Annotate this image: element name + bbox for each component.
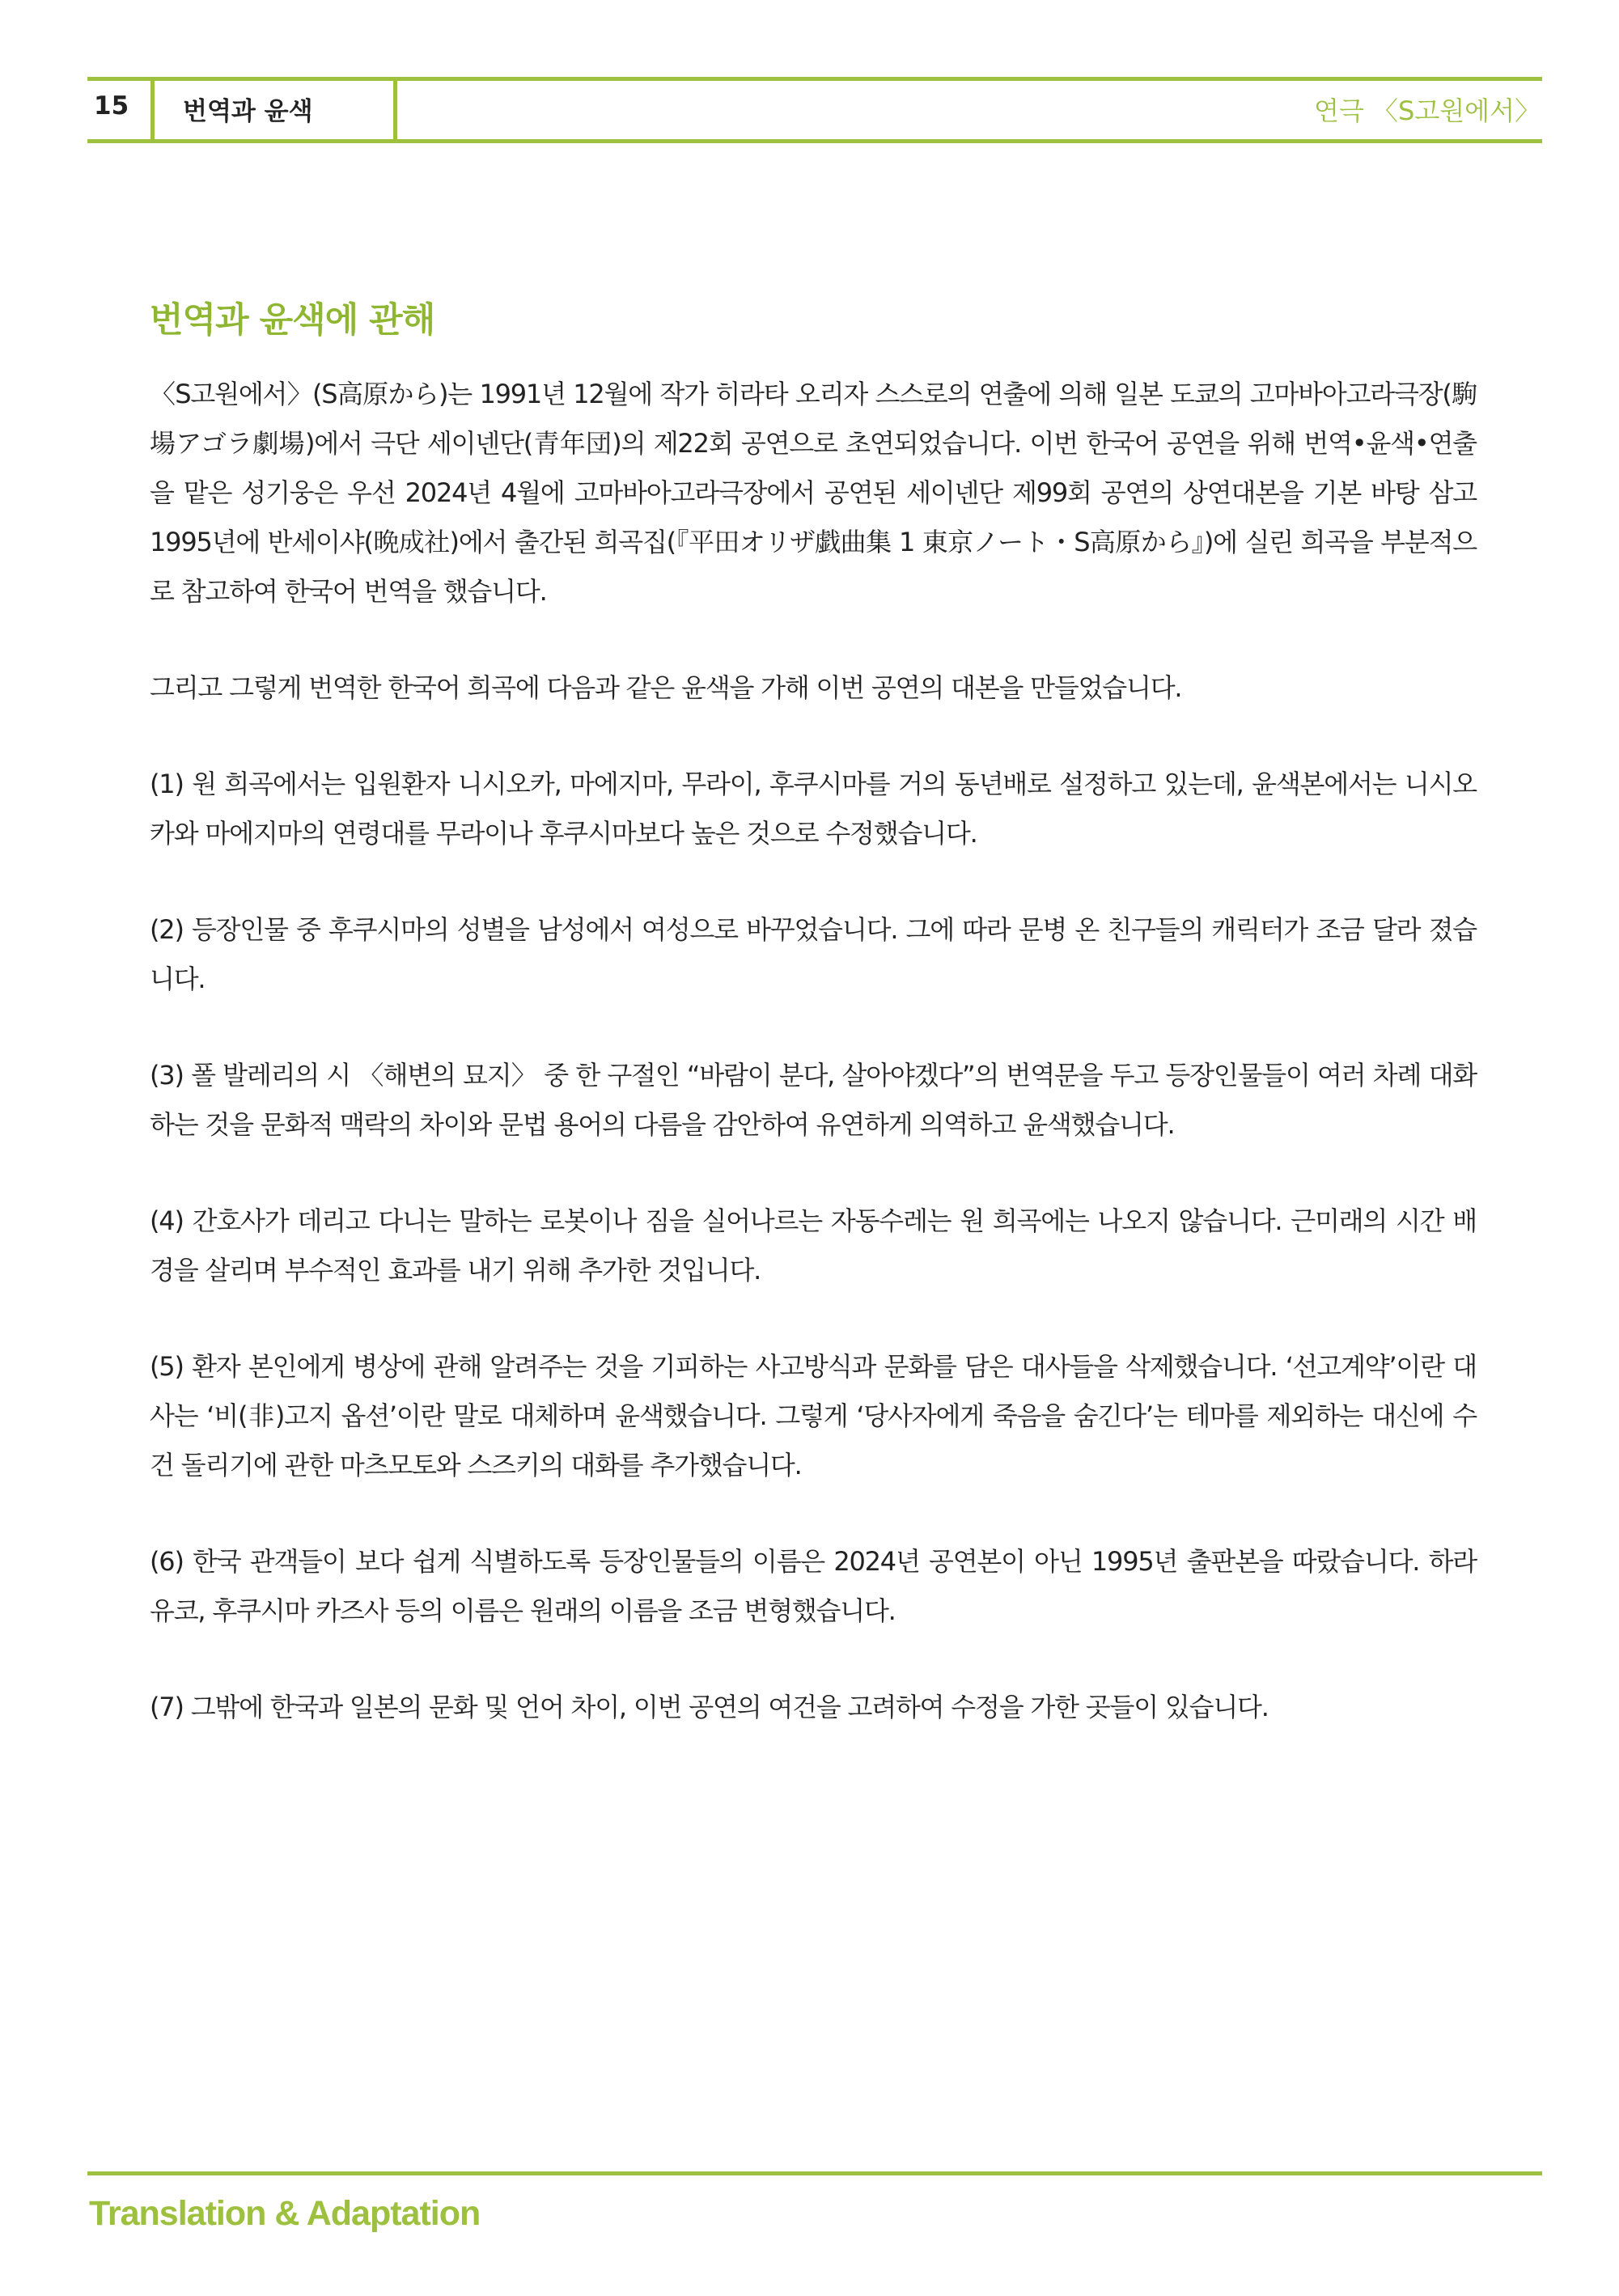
running-title: 연극 〈S고원에서〉 — [1314, 95, 1541, 126]
adaptation-item-1: (1) 원 희곡에서는 입원환자 니시오카, 마에지마, 무라이, 후쿠시마를 거의 동년배로 설정하고 있는데, 윤색본에서는 니시오카와 마에지마의 연령대를 무라이나 후쿠시마보다 높은 것으로 수정했습니다. — [150, 769, 1477, 849]
adaptation-item-2: (2) 등장인물 중 후쿠시마의 성별을 남성에서 여성으로 바꾸었습니다. 그에 따라 문병 온 친구들의 캐릭터가 조금 달라 졌습니다. — [150, 914, 1477, 994]
main-content — [150, 293, 1477, 1779]
adaptation-item-3: (3) 폴 발레리의 시 〈해변의 묘지〉 중 한 구절인 “바람이 분다, 살아야겠다”의 번역문을 두고 등장인물들이 여러 차례 대화하는 것을 문화적 맥락의 차이와 문법 용어의 다름을 감안하여 유연하게 의역하고 윤색했습니다. — [150, 1060, 1477, 1140]
page-header — [87, 77, 1542, 143]
footer-title: Translation & Adaptation — [89, 2194, 481, 2233]
section-heading: 번역과 윤색에 관해 — [150, 300, 435, 341]
intro-paragraph: 〈S고원에서〉(S高原から)는 1991년 12월에 작가 히라타 오리자 스스로의 연출에 의해 일본 도쿄의 고마바아고라극장(駒場アゴラ劇場)에서 극단 세이넨단(青年団)의 제22회 공연으로 초연되었습니다. 이번 한국어 공연을 위해 번역•윤색•연출을 맡은 성기웅은 우선 2024년 4월에 고마바아고라극장에서 공연된 세이넨단 제99회 공연의 상연대본을 기본 바탕 삼고 1995년에 반세이샤(晩成社)에서 출간된 희곡집(『平田オリザ戯曲集 1 東京ノート・S高原から』)에 실린 희곡을 부분적으로 참고하여 한국어 번역을 했습니다. — [150, 379, 1477, 607]
adaptation-item-7: (7) 그밖에 한국과 일본의 문화 및 언어 차이, 이번 공연의 여건을 고려하여 수정을 가한 곳들이 있습니다. — [150, 1692, 1269, 1722]
summary-paragraph: 그리고 그렇게 번역한 한국어 희곡에 다음과 같은 윤색을 가해 이번 공연의 대본을 만들었습니다. — [150, 672, 1182, 703]
page-number: 15 — [94, 91, 129, 121]
section-label: 번역과 윤색 — [183, 97, 313, 126]
header-bottom-rule — [87, 139, 1542, 143]
header-divider — [150, 81, 155, 139]
footer-rule — [87, 2171, 1542, 2175]
adaptation-item-6: (6) 한국 관객들이 보다 쉽게 식별하도록 등장인물들의 이름은 2024년 공연본이 아닌 1995년 출판본을 따랐습니다. 하라 유코, 후쿠시마 카즈사 등의 이름은 원래의 이름을 조금 변형했습니다. — [150, 1546, 1477, 1626]
adaptation-item-5: (5) 환자 본인에게 병상에 관해 알려주는 것을 기피하는 사고방식과 문화를 담은 대사들을 삭제했습니다. ‘선고계약’이란 대사는 ‘비(非)고지 옵션’이란 말로 대체하며 윤색했습니다. 그렇게 ‘당사자에게 죽음을 숨긴다’는 테마를 제외하는 대신에 수건 돌리기에 관한 마츠모토와 스즈키의 대화를 추가했습니다. — [150, 1351, 1477, 1481]
header-divider — [393, 81, 397, 139]
adaptation-item-4: (4) 간호사가 데리고 다니는 말하는 로봇이나 짐을 실어나르는 자동수레는 원 희곡에는 나오지 않습니다. 근미래의 시간 배경을 살리며 부수적인 효과를 내기 위해 추가한 것입니다. — [150, 1205, 1477, 1286]
header-top-rule — [87, 77, 1542, 81]
